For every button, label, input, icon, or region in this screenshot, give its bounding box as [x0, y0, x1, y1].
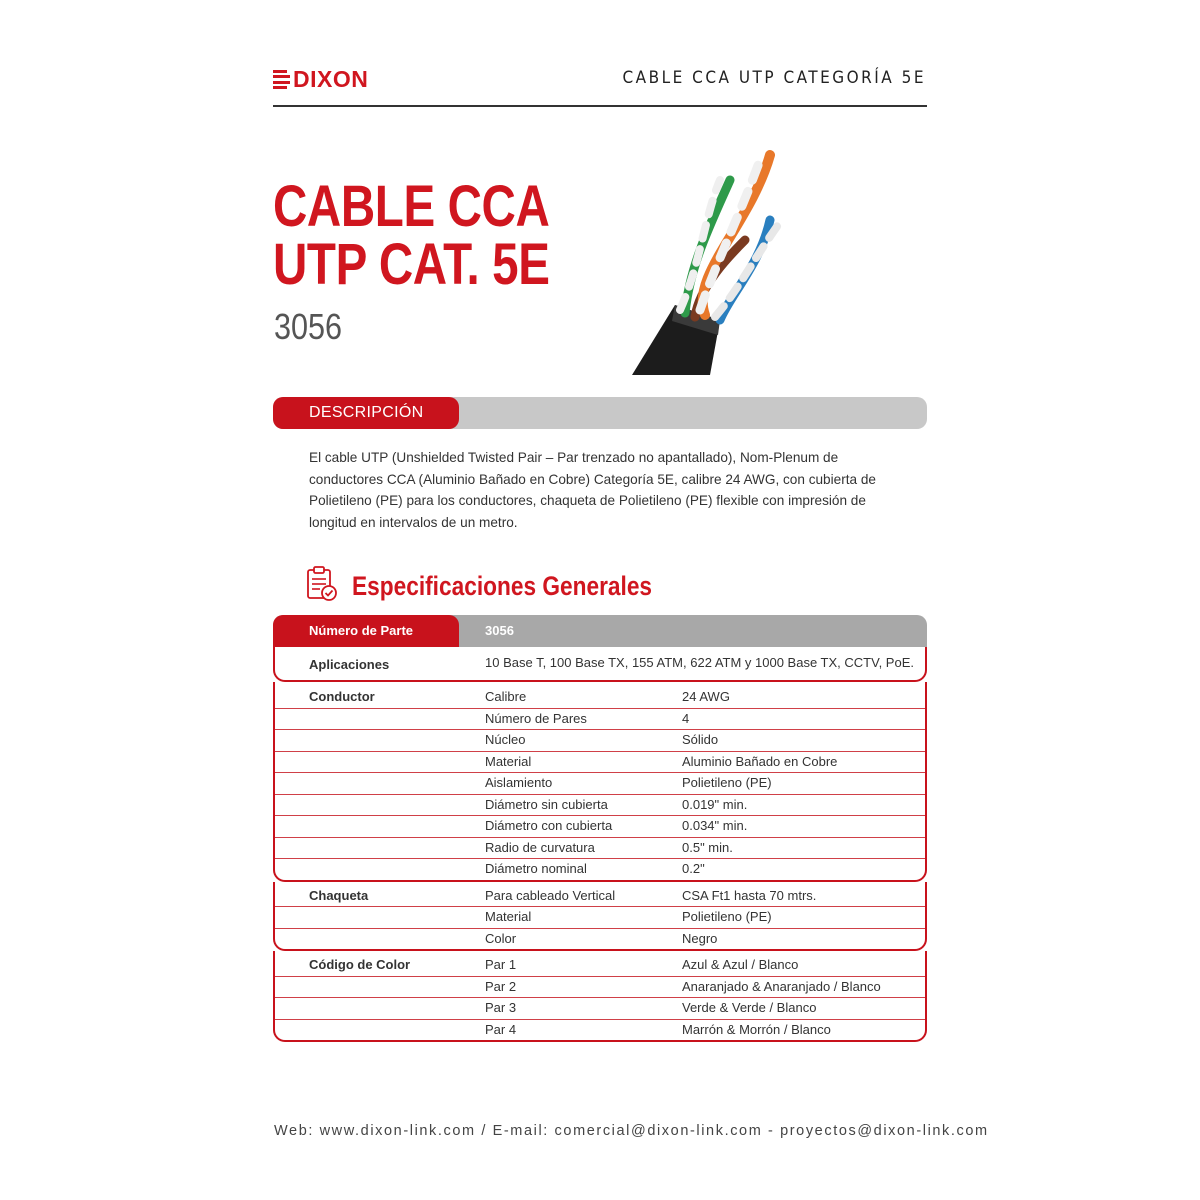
description-label: DESCRIPCIÓN	[273, 397, 459, 429]
row-name: Calibre	[485, 689, 527, 704]
table-row	[275, 976, 925, 998]
row-name: Núcleo	[485, 732, 526, 747]
row-value: Marrón & Morrón / Blanco	[682, 1021, 831, 1037]
table-row	[275, 928, 925, 950]
row-name: Radio de curvatura	[485, 839, 595, 855]
row-value: CSA Ft1 hasta 70 mtrs.	[682, 887, 817, 903]
table-row	[275, 885, 925, 907]
dixon-logo	[273, 66, 368, 93]
row-value: Polietileno (PE)	[682, 909, 772, 924]
row-name: Número de Pares	[485, 710, 587, 726]
row-name: Para cableado Vertical	[485, 887, 616, 903]
row-name: Diámetro nominal	[485, 861, 587, 876]
product-title	[273, 174, 550, 297]
row-value: Verde & Verde / Blanco	[682, 1000, 817, 1015]
row-value: Sólido	[682, 732, 719, 747]
table-row	[275, 647, 925, 680]
row-value: 0.2"	[682, 861, 705, 876]
specs-heading: Especificaciones Generales	[352, 571, 653, 601]
group-codigo-color	[273, 951, 927, 1042]
row-label: Código de Color	[309, 957, 411, 972]
row-label: Chaqueta	[309, 887, 369, 903]
row-value: 10 Base T, 100 Base TX, 155 ATM, 622 ATM y 1000 Base TX, CCTV, PoE.	[485, 655, 914, 670]
table-row	[275, 815, 925, 837]
logo-mark-icon	[273, 70, 291, 90]
group-conductor	[273, 682, 927, 882]
row-value: Anaranjado & Anaranjado / Blanco	[682, 978, 881, 994]
table-row	[275, 954, 925, 976]
row-value: 0.034" min.	[682, 818, 748, 833]
row-value: Aluminio Bañado en Cobre	[682, 753, 838, 769]
document-title: CABLE CCA UTP CATEGORÍA 5E	[622, 68, 926, 88]
row-name: Par 3	[485, 1000, 517, 1015]
table-row	[275, 997, 925, 1019]
table-row	[275, 794, 925, 816]
row-label: Aplicaciones	[309, 657, 390, 672]
product-model-number: 3056	[274, 306, 343, 347]
row-value: 4	[682, 710, 690, 726]
row-value: Negro	[682, 930, 718, 946]
clipboard-check-icon	[306, 565, 338, 603]
cable-image	[620, 145, 820, 380]
part-number-label: Número de Parte	[273, 615, 459, 647]
table-row	[275, 858, 925, 880]
table-row	[275, 729, 925, 751]
spec-table	[273, 647, 927, 1042]
row-name: Diámetro con cubierta	[485, 818, 613, 833]
row-label: Conductor	[309, 689, 375, 704]
table-row	[275, 772, 925, 794]
row-name: Material	[485, 753, 532, 769]
description-text: El cable UTP (Unshielded Twisted Pair – Par trenzado no apantallado), Nom-Plenum de conductores CCA (Aluminio Bañado en Cobre) Categoría 5E, calibre 24 AWG, con cubierta de Polietileno (PE) para los conductores, chaqueta de Polietileno (PE) flexible con impresión de longitud en intervalos de un metro.	[309, 450, 876, 530]
table-row	[275, 708, 925, 730]
row-value: Polietileno (PE)	[682, 775, 772, 790]
footer-contact: Web: www.dixon-link.com / E-mail: comercial@dixon-link.com - proyectos@dixon-link.com	[274, 1123, 989, 1139]
row-name: Aislamiento	[485, 775, 553, 790]
row-value: 0.5" min.	[682, 839, 733, 855]
table-row	[275, 686, 925, 708]
row-name: Par 2	[485, 978, 517, 994]
row-value: Azul & Azul / Blanco	[682, 957, 799, 972]
row-name: Material	[485, 909, 532, 924]
row-name: Color	[485, 930, 517, 946]
row-value: 24 AWG	[682, 689, 730, 704]
table-row	[275, 1019, 925, 1041]
table-row	[275, 751, 925, 773]
group-aplicaciones	[273, 647, 927, 682]
product-title-line-2: UTP CAT. 5E	[273, 232, 550, 297]
logo-wordmark: DIXON	[293, 66, 369, 92]
table-row	[275, 837, 925, 859]
row-name: Par 1	[485, 957, 517, 972]
row-name: Diámetro sin cubierta	[485, 796, 608, 812]
part-number-value: 3056	[485, 623, 514, 638]
row-name: Par 4	[485, 1021, 517, 1037]
product-title-line-1: CABLE CCA	[273, 174, 550, 239]
group-chaqueta	[273, 882, 927, 952]
header-divider	[273, 105, 927, 107]
table-row	[275, 906, 925, 928]
row-value: 0.019" min.	[682, 796, 748, 812]
